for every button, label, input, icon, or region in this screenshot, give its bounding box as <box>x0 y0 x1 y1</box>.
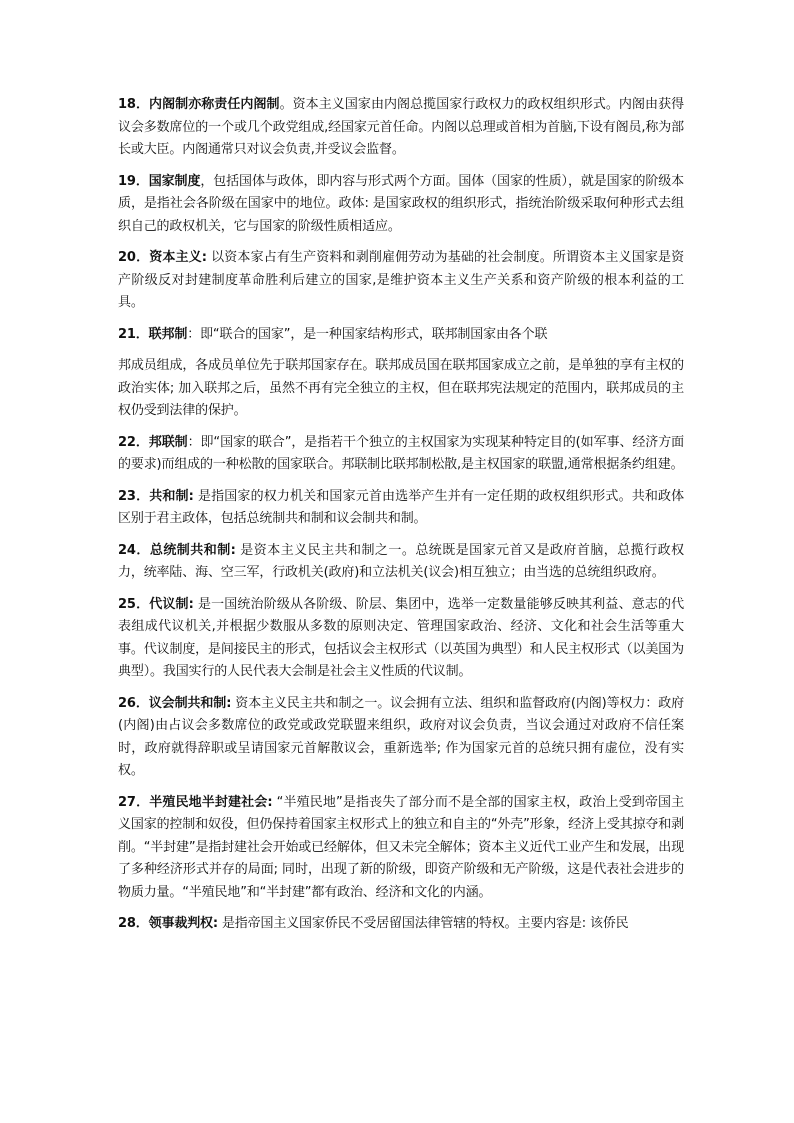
entry-text: ，包括国体与政体，即内容与形式两个方面。国体（国家的性质），就是国家的阶级本质，是指社会各阶级在国家中的地位。政体: 是国家政权的组织形式，指统治阶级采取何种形式去组织自己的政权机关，它与国家的阶级性质相适应。 <box>118 173 684 234</box>
entry-paragraph <box>118 486 684 531</box>
entry-term: 联邦制 <box>148 326 188 342</box>
entry-text: ：即“国家的联合”，是指若干个独立的主权国家为实现某种特定目的(如军事、经济方面的要求)而组成的一种松散的国家联合。邦联制比联邦制松散,是主权国家的联盟,通常根据条约组建。 <box>118 434 684 472</box>
entry-term: 邦联制 <box>148 434 188 450</box>
entry-number: 24． <box>118 542 150 558</box>
entry-paragraph <box>118 432 684 477</box>
entry-number: 27． <box>118 794 150 810</box>
entry-term: 议会制共和制: <box>148 695 232 711</box>
entry-number: 20． <box>118 250 150 265</box>
entry-term: 内阁制亦称责任内阁制 <box>149 97 280 112</box>
entry-text: 以资本家占有生产资料和剥削雇佣劳动为基础的社会制度。所谓资本主义国家是资产阶级反对封建制度革命胜利后建立的国家,是维护资本主义生产关系和资产阶级的根本利益的工具。 <box>118 250 684 310</box>
entry-paragraph <box>118 94 684 162</box>
entry-paragraph <box>118 792 684 905</box>
entry-text: 是一国统治阶级从各阶级、阶层、集团中，选举一定数量能够反映其利益、意志的代表组成代议机关,并根据少数服从多数的原则决定、管理国家政治、经济、文化和社会生活等重大事。代议制度，是间接民主的形式，包括议会主权形式（以英国为典型）和人民主权形式（以美国为典型）。我国实行的人民代表大会制是社会主义性质的代议制。 <box>118 596 684 679</box>
entry-paragraph <box>118 247 684 315</box>
entry-text: ：即“联合的国家”，是一种国家结构形式，联邦制国家由各个联 <box>187 326 548 342</box>
entry-number: 19． <box>118 173 149 189</box>
entry-term: 领事裁判权: <box>148 916 218 931</box>
entry-text: 邦成员组成，各成员单位先于联邦国家存在。联邦成员国在联邦国家成立之前，是单独的享有主权的政治实体; 加入联邦之后，虽然不再有完全独立的主权，但在联邦宪法规定的范围内，联邦成员的主权仍受到法律的保护。 <box>118 358 684 418</box>
entry-text: “半殖民地”是指丧失了部分而不是全部的国家主权，政治上受到帝国主义国家的控制和奴役，但仍保持着国家主权形式上的独立和自主的“外壳”形象，经济上受其掠夺和剥削。“半封建”是指封建社会开始或已经解体，但又未完全解体；资本主义近代工业产生和发展，出现了多种经济形式并存的局面; 同时，出现了新的阶级，即资产阶级和无产阶级，这是代表社会进步的物质力量。“半殖民地”和“半封建”都有政治、经济和文化的内涵。 <box>118 794 684 900</box>
entry-term: 代议制: <box>149 596 194 612</box>
entry-number: 25． <box>118 596 150 612</box>
entry-number: 21． <box>118 326 149 342</box>
entry-text: 。资本主义国家由内阁总揽国家行政权力的政权组织形式。内阁由获得议会多数席位的一个或几个政党组成,经国家元首任命。内阁以总理或首相为首脑,下设有阁员,称为部长或大臣。内阁通常只对议会负责,并受议会监督。 <box>118 97 684 157</box>
document-page <box>118 94 684 945</box>
entry-term: 半殖民地半封建社会: <box>149 794 273 810</box>
entry-number: 28． <box>118 916 149 931</box>
entry-number: 22． <box>118 434 149 450</box>
entry-paragraph <box>118 693 684 783</box>
entry-text: 是资本主义民主共和制之一。总统既是国家元首又是政府首脑，总揽行政权力，统率陆、海、空三军，行政机关(政府)和立法机关(议会)相互独立；由当选的总统组织政府。 <box>118 542 684 580</box>
entry-paragraph <box>118 324 684 347</box>
entry-number: 26． <box>118 695 149 711</box>
entry-term: 国家制度 <box>148 173 201 189</box>
entry-paragraph <box>118 171 684 239</box>
entry-paragraph <box>118 913 684 936</box>
entry-number: 18． <box>118 97 150 112</box>
entry-term: 资本主义: <box>149 250 207 265</box>
entry-paragraph <box>118 355 684 423</box>
entry-number: 23． <box>118 488 150 504</box>
entry-term: 共和制: <box>149 488 194 504</box>
entry-text: 是指国家的权力机关和国家元首由选举产生并有一定任期的政权组织形式。共和政体区别于君主政体，包括总统制共和制和议会制共和制。 <box>118 488 684 526</box>
entry-text: 是指帝国主义国家侨民不受居留国法律管辖的特权。主要内容是: 该侨民 <box>217 916 629 931</box>
entry-term: 总统制共和制: <box>149 542 236 558</box>
entry-paragraph <box>118 594 684 684</box>
entry-text: 资本主义民主共和制之一。议会拥有立法、组织和监督政府(内阁)等权力：政府(内阁)由占议会多数席位的政党或政党联盟来组织，政府对议会负责，当议会通过对政府不信任案时，政府就得辞职或呈请国家元首解散议会，重新选举; 作为国家元首的总统只拥有虚位，没有实权。 <box>118 695 684 778</box>
entry-paragraph <box>118 540 684 585</box>
